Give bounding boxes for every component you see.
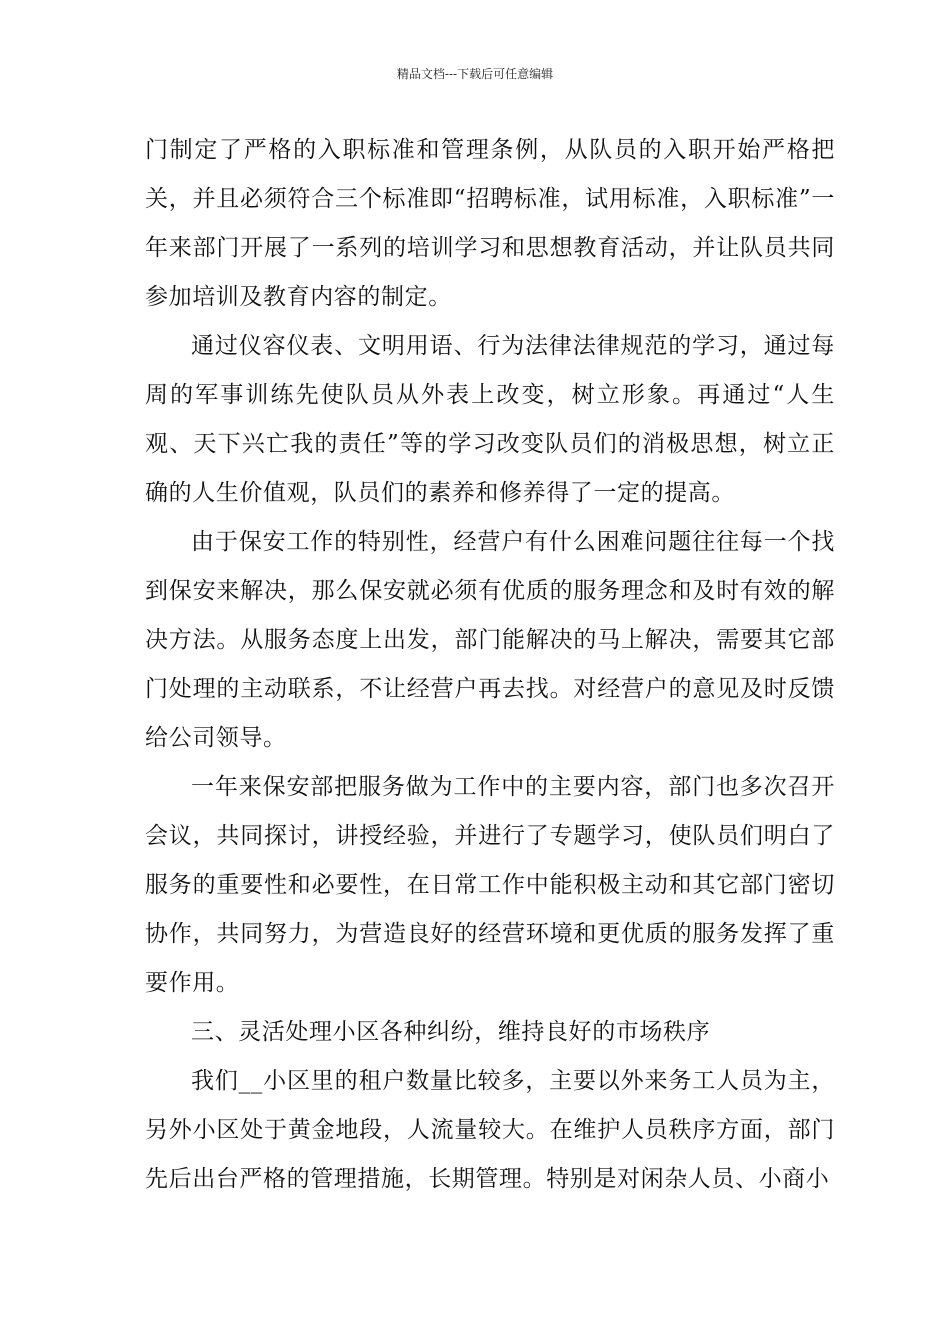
- paragraph-5: 我们__小区里的租户数量比较多，主要以外来务工人员为主，另外小区处于黄金地段，人流量较大。在维护人员秩序方面，部门先后出台严格的管理措施，长期管理。特别是对闲杂人员、小商小: [145, 1068, 835, 1192]
- page-header: 精品文档---下载后可任意编辑: [396, 67, 554, 81]
- paragraph-4: 一年来保安部把服务做为工作中的主要内容，部门也多次召开会议，共同探讨，讲授经验，并进行了专题学习，使队员们明白了服务的重要性和必要性，在日常工作中能积极主动和其它部门密切协作，共同努力，为营造良好的经营环境和更优质的服务发挥了重要作用。: [145, 774, 835, 996]
- document-body: [145, 126, 835, 1204]
- paragraph-1: 门制定了严格的入职标准和管理条例，从队员的入职开始严格把关，并且必须符合三个标准即“招聘标准，试用标准，入职标准”一年来部门开展了一系列的培训学习和思想教育活动，并让队员共同参加培训及教育内容的制定。: [145, 137, 835, 310]
- section-heading: 三、灵活处理小区各种纠纷，维持良好的市场秩序: [191, 1019, 711, 1045]
- paragraph-2: 通过仪容仪表、文明用语、行为法律法律规范的学习，通过每周的军事训练先使队员从外表上改变，树立形象。再通过“人生观、天下兴亡我的责任”等的学习改变队员们的消极思想，树立正确的人生价值观，队员们的素养和修养得了一定的提高。: [145, 333, 835, 506]
- paragraph-3: 由于保安工作的特别性，经营户有什么困难问题往往每一个找到保安来解决，那么保安就必须有优质的服务理念和及时有效的解决方法。从服务态度上出发，部门能解决的马上解决，需要其它部门处理的主动联系，不让经营户再去找。对经营户的意见及时反馈给公司领导。: [145, 529, 835, 751]
